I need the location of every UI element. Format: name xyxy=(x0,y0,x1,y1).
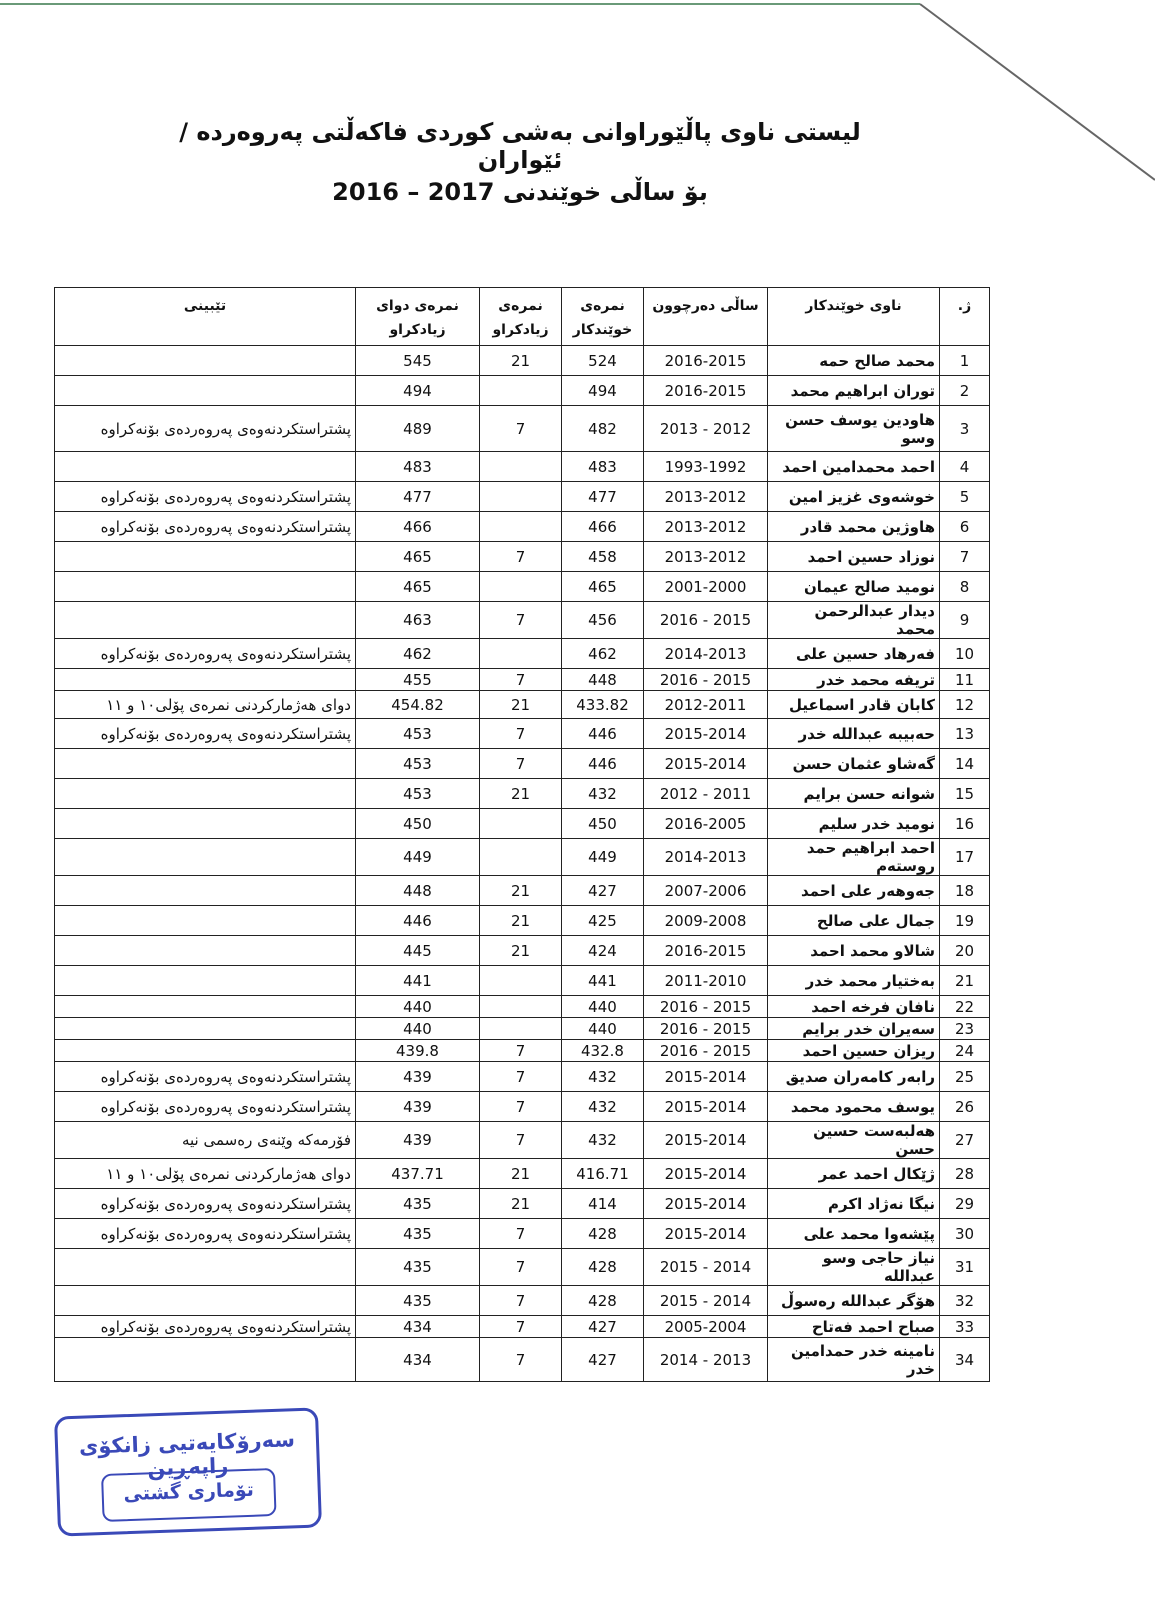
cell-added xyxy=(480,512,562,542)
cell-added: 21 xyxy=(480,779,562,809)
header-grad-year: ساڵی دەرچوون xyxy=(644,288,768,346)
cell-grade: 477 xyxy=(562,482,644,512)
cell-note xyxy=(55,376,356,406)
cell-note xyxy=(55,839,356,876)
cell-grade: 427 xyxy=(562,1338,644,1382)
cell-note xyxy=(55,669,356,691)
cell-grade: 456 xyxy=(562,602,644,639)
cell-added: 21 xyxy=(480,346,562,376)
cell-grade: 446 xyxy=(562,719,644,749)
cell-note xyxy=(55,1040,356,1062)
cell-final: 489 xyxy=(356,406,480,452)
cell-grade: 433.82 xyxy=(562,691,644,719)
cell-note xyxy=(55,749,356,779)
cell-added: 21 xyxy=(480,1159,562,1189)
cell-index: 1 xyxy=(940,346,990,376)
cell-final: 455 xyxy=(356,669,480,691)
cell-name: ریزان حسین احمد xyxy=(768,1040,940,1062)
cell-year: 2013 - 2014 xyxy=(644,1338,768,1382)
cell-name: توران ابراهیم محمد xyxy=(768,376,940,406)
cell-added: 7 xyxy=(480,1092,562,1122)
cell-year: 2012 - 2013 xyxy=(644,406,768,452)
cell-note xyxy=(55,996,356,1018)
cell-name: بەختیار محمد خدر xyxy=(768,966,940,996)
cell-grade: 428 xyxy=(562,1286,644,1316)
cell-name: خوشەوی غزیز امین xyxy=(768,482,940,512)
cell-grade: 427 xyxy=(562,1316,644,1338)
cell-year: 2015-2014 xyxy=(644,1219,768,1249)
cell-year: 2016-2015 xyxy=(644,376,768,406)
cell-year: 2014 - 2015 xyxy=(644,1249,768,1286)
cell-note: دوای هەژمارکردنی نمرەی پۆلی١٠ و ١١ xyxy=(55,1159,356,1189)
stamp-line2: تۆماری گشتی xyxy=(123,1478,255,1506)
cell-name: جەوهەر علی احمد xyxy=(768,876,940,906)
cell-grade: 462 xyxy=(562,639,644,669)
cell-year: 2016-2005 xyxy=(644,809,768,839)
table-row xyxy=(55,1018,990,1040)
cell-final: 439.8 xyxy=(356,1040,480,1062)
official-stamp xyxy=(54,1407,322,1536)
table-row xyxy=(55,452,990,482)
cell-year: 2009-2008 xyxy=(644,906,768,936)
table-row xyxy=(55,1316,990,1338)
cell-year: 2001-2000 xyxy=(644,572,768,602)
cell-note xyxy=(55,906,356,936)
cell-added: 21 xyxy=(480,876,562,906)
cell-final: 435 xyxy=(356,1219,480,1249)
cell-index: 18 xyxy=(940,876,990,906)
cell-index: 29 xyxy=(940,1189,990,1219)
cell-grade: 441 xyxy=(562,966,644,996)
cell-note: پشتراستکردنەوەی پەروەردەی بۆنەکراوە xyxy=(55,1092,356,1122)
cell-year: 2015-2014 xyxy=(644,1092,768,1122)
cell-grade: 432.8 xyxy=(562,1040,644,1062)
cell-note xyxy=(55,542,356,572)
cell-final: 463 xyxy=(356,602,480,639)
cell-final: 440 xyxy=(356,1018,480,1040)
cell-final: 483 xyxy=(356,452,480,482)
cell-grade: 425 xyxy=(562,906,644,936)
cell-final: 453 xyxy=(356,719,480,749)
cell-index: 21 xyxy=(940,966,990,996)
table-row xyxy=(55,1159,990,1189)
cell-note: پشتراستکردنەوەی پەروەردەی بۆنەکراوە xyxy=(55,512,356,542)
cell-note: پشتراستکردنەوەی پەروەردەی بۆنەکراوە xyxy=(55,1062,356,1092)
cell-name: هەلبەست حسین حسن xyxy=(768,1122,940,1159)
table-row xyxy=(55,809,990,839)
cell-note xyxy=(55,966,356,996)
cell-name: حەبیبه عبدالله خدر xyxy=(768,719,940,749)
table-row xyxy=(55,1249,990,1286)
table-row xyxy=(55,996,990,1018)
table-body xyxy=(55,346,990,1382)
cell-year: 2016-2015 xyxy=(644,346,768,376)
cell-index: 6 xyxy=(940,512,990,542)
cell-note xyxy=(55,572,356,602)
cell-index: 8 xyxy=(940,572,990,602)
table-row xyxy=(55,1286,990,1316)
cell-grade: 414 xyxy=(562,1189,644,1219)
cell-index: 11 xyxy=(940,669,990,691)
cell-index: 32 xyxy=(940,1286,990,1316)
cell-grade: 465 xyxy=(562,572,644,602)
cell-note xyxy=(55,452,356,482)
cell-added xyxy=(480,572,562,602)
table-row xyxy=(55,542,990,572)
table-row xyxy=(55,1122,990,1159)
cell-added xyxy=(480,966,562,996)
header-name: ناوی خوێندکار xyxy=(768,288,940,346)
cell-grade: 416.71 xyxy=(562,1159,644,1189)
cell-final: 449 xyxy=(356,839,480,876)
cell-added xyxy=(480,809,562,839)
cell-year: 2013-2012 xyxy=(644,542,768,572)
cell-grade: 466 xyxy=(562,512,644,542)
cell-final: 465 xyxy=(356,572,480,602)
cell-index: 27 xyxy=(940,1122,990,1159)
cell-year: 2015 - 2016 xyxy=(644,669,768,691)
cell-year: 2015 - 2016 xyxy=(644,602,768,639)
table-row xyxy=(55,572,990,602)
header-notes: تێبینی xyxy=(55,288,356,346)
table-row xyxy=(55,1062,990,1092)
cell-year: 2014 - 2015 xyxy=(644,1286,768,1316)
cell-grade: 432 xyxy=(562,1092,644,1122)
cell-added: 7 xyxy=(480,749,562,779)
table-row xyxy=(55,1189,990,1219)
cell-name: نیگا نەژاد اکرم xyxy=(768,1189,940,1219)
cell-year: 2015-2014 xyxy=(644,1189,768,1219)
cell-grade: 450 xyxy=(562,809,644,839)
cell-added: 7 xyxy=(480,1316,562,1338)
cell-final: 448 xyxy=(356,876,480,906)
cell-final: 434 xyxy=(356,1316,480,1338)
cell-grade: 449 xyxy=(562,839,644,876)
table-row xyxy=(55,346,990,376)
cell-index: 30 xyxy=(940,1219,990,1249)
cell-note: پشتراستکردنەوەی پەروەردەی بۆنەکراوە xyxy=(55,639,356,669)
cell-final: 446 xyxy=(356,906,480,936)
header-index: ژ. xyxy=(940,288,990,346)
cell-added: 21 xyxy=(480,691,562,719)
cell-final: 441 xyxy=(356,966,480,996)
cell-final: 494 xyxy=(356,376,480,406)
table-row xyxy=(55,376,990,406)
cell-name: یوسف محمود محمد xyxy=(768,1092,940,1122)
cell-grade: 427 xyxy=(562,876,644,906)
cell-grade: 432 xyxy=(562,779,644,809)
cell-name: کابان قادر اسماعیل xyxy=(768,691,940,719)
cell-final: 439 xyxy=(356,1092,480,1122)
cell-note: پشتراستکردنەوەی پەروەردەی بۆنەکراوە xyxy=(55,719,356,749)
cell-added: 21 xyxy=(480,1189,562,1219)
table-row xyxy=(55,749,990,779)
cell-added: 7 xyxy=(480,719,562,749)
cell-final: 435 xyxy=(356,1189,480,1219)
cell-note: پشتراستکردنەوەی پەروەردەی بۆنەکراوە xyxy=(55,1219,356,1249)
cell-grade: 440 xyxy=(562,1018,644,1040)
cell-year: 2015 - 2016 xyxy=(644,996,768,1018)
cell-added: 7 xyxy=(480,669,562,691)
cell-final: 477 xyxy=(356,482,480,512)
cell-grade: 483 xyxy=(562,452,644,482)
cell-year: 2015-2014 xyxy=(644,1122,768,1159)
cell-added: 21 xyxy=(480,936,562,966)
cell-index: 23 xyxy=(940,1018,990,1040)
cell-index: 7 xyxy=(940,542,990,572)
cell-name: گەشاو عثمان حسن xyxy=(768,749,940,779)
cell-name: نامینه خدر حمدامین خدر xyxy=(768,1338,940,1382)
table-row xyxy=(55,906,990,936)
cell-added: 7 xyxy=(480,1249,562,1286)
cell-grade: 432 xyxy=(562,1122,644,1159)
cell-index: 24 xyxy=(940,1040,990,1062)
cell-added: 7 xyxy=(480,602,562,639)
cell-grade: 424 xyxy=(562,936,644,966)
cell-year: 2013-2012 xyxy=(644,482,768,512)
cell-name: احمد ابراهیم حمد روستەم xyxy=(768,839,940,876)
cell-index: 22 xyxy=(940,996,990,1018)
cell-grade: 428 xyxy=(562,1219,644,1249)
table-row xyxy=(55,1338,990,1382)
cell-final: 465 xyxy=(356,542,480,572)
cell-index: 9 xyxy=(940,602,990,639)
cell-added: 7 xyxy=(480,542,562,572)
cell-grade: 494 xyxy=(562,376,644,406)
cell-added xyxy=(480,996,562,1018)
cell-note: پشتراستکردنەوەی پەروەردەی بۆنەکراوە xyxy=(55,482,356,512)
cell-note xyxy=(55,1286,356,1316)
cell-note xyxy=(55,779,356,809)
cell-added: 7 xyxy=(480,1219,562,1249)
table-row xyxy=(55,691,990,719)
cell-final: 437.71 xyxy=(356,1159,480,1189)
table-row xyxy=(55,406,990,452)
cell-index: 33 xyxy=(940,1316,990,1338)
table-row xyxy=(55,1040,990,1062)
cell-index: 13 xyxy=(940,719,990,749)
cell-index: 12 xyxy=(940,691,990,719)
cell-added: 7 xyxy=(480,1286,562,1316)
cell-name: نافان فرخه احمد xyxy=(768,996,940,1018)
cell-name: نیاز حاجی وسو عبدالله xyxy=(768,1249,940,1286)
cell-name: نومید خدر سلیم xyxy=(768,809,940,839)
cell-note: پشتراستکردنەوەی پەروەردەی بۆنەکراوە xyxy=(55,406,356,452)
table-row xyxy=(55,1092,990,1122)
table-row xyxy=(55,839,990,876)
cell-final: 453 xyxy=(356,749,480,779)
cell-note xyxy=(55,936,356,966)
cell-index: 25 xyxy=(940,1062,990,1092)
table-row xyxy=(55,482,990,512)
cell-index: 34 xyxy=(940,1338,990,1382)
table-row xyxy=(55,936,990,966)
cell-grade: 440 xyxy=(562,996,644,1018)
cell-grade: 448 xyxy=(562,669,644,691)
cell-final: 453 xyxy=(356,779,480,809)
cell-index: 20 xyxy=(940,936,990,966)
stamp-inner-frame xyxy=(101,1468,277,1522)
document-title: لیستی ناوی پاڵێوراوانی بەشی کوردی فاکەڵتی پەروەردە / ئێواران xyxy=(179,118,861,174)
cell-year: 2014-2013 xyxy=(644,639,768,669)
table-row xyxy=(55,966,990,996)
cell-name: رابەر کامەران صدیق xyxy=(768,1062,940,1092)
header-final-grade: نمرەی دوای زیادکراو xyxy=(356,288,480,346)
table-row xyxy=(55,1219,990,1249)
header-student-grade: نمرەی خوێندکار xyxy=(562,288,644,346)
cell-year: 2015-2014 xyxy=(644,1062,768,1092)
cell-note: فۆرمەکە وێنەی رەسمی نیە xyxy=(55,1122,356,1159)
cell-index: 2 xyxy=(940,376,990,406)
cell-note xyxy=(55,876,356,906)
cell-grade: 428 xyxy=(562,1249,644,1286)
cell-grade: 482 xyxy=(562,406,644,452)
header-added-grade: نمرەی زیادکراو xyxy=(480,288,562,346)
cell-index: 3 xyxy=(940,406,990,452)
cell-final: 440 xyxy=(356,996,480,1018)
cell-final: 450 xyxy=(356,809,480,839)
cell-year: 2015-2014 xyxy=(644,719,768,749)
cell-name: جمال علی صالح xyxy=(768,906,940,936)
cell-year: 2016-2015 xyxy=(644,936,768,966)
cell-name: تریفه محمد خدر xyxy=(768,669,940,691)
cell-name: صباح احمد فەتاح xyxy=(768,1316,940,1338)
cell-year: 2015-2014 xyxy=(644,1159,768,1189)
table-header-row xyxy=(55,288,990,346)
cell-index: 4 xyxy=(940,452,990,482)
cell-name: نومید صالح عیمان xyxy=(768,572,940,602)
cell-name: ژێکال احمد عمر xyxy=(768,1159,940,1189)
cell-final: 435 xyxy=(356,1286,480,1316)
cell-added: 7 xyxy=(480,1040,562,1062)
cell-final: 439 xyxy=(356,1062,480,1092)
cell-year: 2013-2012 xyxy=(644,512,768,542)
cell-final: 435 xyxy=(356,1249,480,1286)
cell-index: 15 xyxy=(940,779,990,809)
cell-final: 545 xyxy=(356,346,480,376)
cell-note xyxy=(55,809,356,839)
cell-name: سەیران خدر برایم xyxy=(768,1018,940,1040)
table-row xyxy=(55,876,990,906)
cell-name: شوانه حسن برایم xyxy=(768,779,940,809)
cell-note xyxy=(55,1249,356,1286)
cell-final: 466 xyxy=(356,512,480,542)
cell-year: 2015 - 2016 xyxy=(644,1018,768,1040)
cell-added: 21 xyxy=(480,906,562,936)
cell-grade: 458 xyxy=(562,542,644,572)
stamp-line1: سەرۆکایەتیی زانکۆی راپەڕین xyxy=(78,1427,296,1481)
cell-grade: 446 xyxy=(562,749,644,779)
cell-added: 7 xyxy=(480,406,562,452)
cell-year: 1993-1992 xyxy=(644,452,768,482)
candidates-table xyxy=(54,287,990,1382)
cell-note xyxy=(55,346,356,376)
cell-added xyxy=(480,1018,562,1040)
cell-name: هاوژین محمد قادر xyxy=(768,512,940,542)
cell-note: پشتراستکردنەوەی پەروەردەی بۆنەکراوە xyxy=(55,1316,356,1338)
document-subtitle: بۆ ساڵی خوێندنی 2017 – 2016 xyxy=(332,178,708,206)
cell-added: 7 xyxy=(480,1062,562,1092)
cell-name: شالاو محمد احمد xyxy=(768,936,940,966)
cell-name: هۆگر عبدالله رەسوڵ xyxy=(768,1286,940,1316)
cell-final: 445 xyxy=(356,936,480,966)
cell-name: هاودین یوسف حسن وسو xyxy=(768,406,940,452)
cell-added xyxy=(480,839,562,876)
cell-index: 31 xyxy=(940,1249,990,1286)
cell-final: 439 xyxy=(356,1122,480,1159)
cell-final: 462 xyxy=(356,639,480,669)
cell-index: 28 xyxy=(940,1159,990,1189)
cell-added xyxy=(480,452,562,482)
cell-year: 2005-2004 xyxy=(644,1316,768,1338)
cell-name: دیدار عبدالرحمن محمد xyxy=(768,602,940,639)
cell-note: دوای هەژمارکردنی نمرەی پۆلی١٠ و ١١ xyxy=(55,691,356,719)
cell-final: 434 xyxy=(356,1338,480,1382)
cell-name: محمد صالح حمه xyxy=(768,346,940,376)
cell-name: پێشەوا محمد علی xyxy=(768,1219,940,1249)
cell-note xyxy=(55,602,356,639)
cell-name: نوزاد حسین احمد xyxy=(768,542,940,572)
cell-year: 2015-2014 xyxy=(644,749,768,779)
table-row xyxy=(55,602,990,639)
cell-note: پشتراستکردنەوەی پەروەردەی بۆنەکراوە xyxy=(55,1189,356,1219)
table-row xyxy=(55,719,990,749)
cell-name: فەرهاد حسین علی xyxy=(768,639,940,669)
cell-index: 10 xyxy=(940,639,990,669)
cell-note xyxy=(55,1018,356,1040)
cell-index: 5 xyxy=(940,482,990,512)
cell-note xyxy=(55,1338,356,1382)
cell-added: 7 xyxy=(480,1122,562,1159)
cell-index: 14 xyxy=(940,749,990,779)
cell-grade: 524 xyxy=(562,346,644,376)
cell-name: احمد محمدامین احمد xyxy=(768,452,940,482)
cell-grade: 432 xyxy=(562,1062,644,1092)
cell-added: 7 xyxy=(480,1338,562,1382)
cell-index: 17 xyxy=(940,839,990,876)
cell-final: 454.82 xyxy=(356,691,480,719)
cell-year: 2011 - 2012 xyxy=(644,779,768,809)
table-row xyxy=(55,669,990,691)
cell-year: 2014-2013 xyxy=(644,839,768,876)
cell-year: 2007-2006 xyxy=(644,876,768,906)
cell-added xyxy=(480,376,562,406)
cell-index: 16 xyxy=(940,809,990,839)
table-row xyxy=(55,779,990,809)
cell-added xyxy=(480,482,562,512)
cell-index: 19 xyxy=(940,906,990,936)
cell-year: 2011-2010 xyxy=(644,966,768,996)
table-row xyxy=(55,639,990,669)
table-row xyxy=(55,512,990,542)
cell-index: 26 xyxy=(940,1092,990,1122)
cell-year: 2012-2011 xyxy=(644,691,768,719)
cell-added xyxy=(480,639,562,669)
cell-year: 2015 - 2016 xyxy=(644,1040,768,1062)
